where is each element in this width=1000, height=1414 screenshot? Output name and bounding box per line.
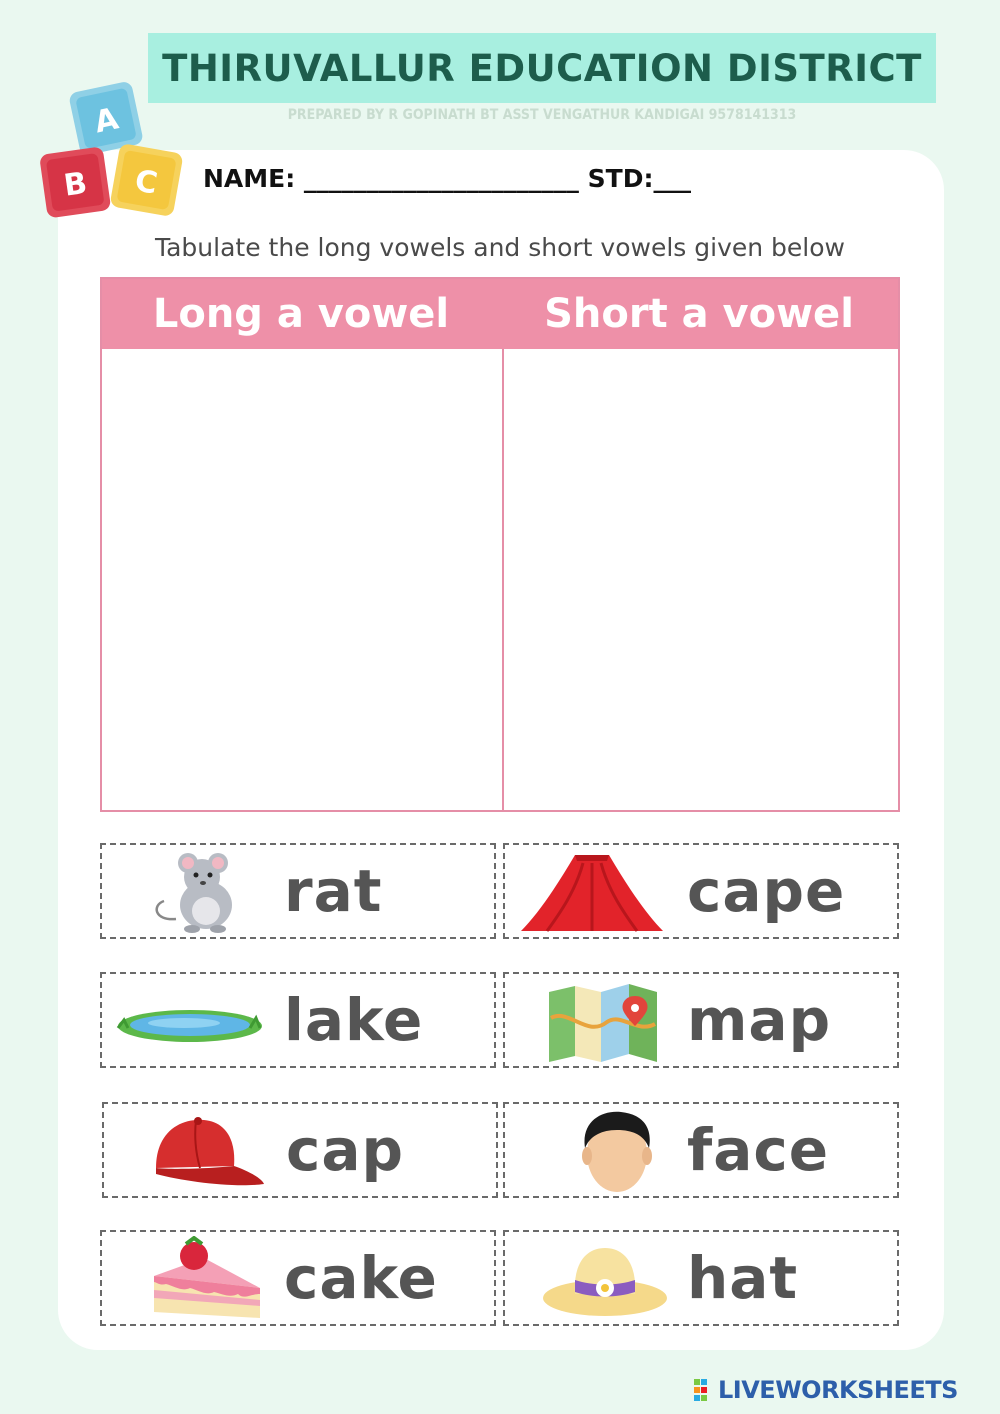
word-cake: cake bbox=[284, 1244, 438, 1312]
rat-icon bbox=[114, 849, 264, 935]
cap-icon bbox=[116, 1108, 266, 1194]
cape-icon bbox=[517, 849, 667, 935]
word-cape: cape bbox=[687, 857, 846, 925]
word-card-cake[interactable] bbox=[100, 1230, 496, 1326]
page-title: THIRUVALLUR EDUCATION DISTRICT bbox=[162, 46, 922, 90]
name-std-line bbox=[203, 164, 933, 193]
face-icon bbox=[517, 1108, 667, 1194]
word-card-cape[interactable] bbox=[503, 843, 899, 939]
lake-icon bbox=[114, 978, 264, 1064]
std-field[interactable]: STD:___ bbox=[587, 164, 691, 193]
header-short-a-vowel: Short a vowel bbox=[544, 291, 854, 337]
footer-brand bbox=[693, 1376, 993, 1404]
vowel-table bbox=[100, 277, 900, 812]
word-hat: hat bbox=[687, 1244, 799, 1312]
short-a-drop-zone[interactable] bbox=[504, 351, 898, 810]
liveworksheets-logo-icon bbox=[693, 1378, 715, 1402]
word-lake: lake bbox=[284, 986, 424, 1054]
word-card-hat[interactable] bbox=[503, 1230, 899, 1326]
map-icon bbox=[517, 978, 667, 1064]
header-long-a-vowel: Long a vowel bbox=[152, 291, 450, 337]
word-card-face[interactable] bbox=[503, 1102, 899, 1198]
long-a-drop-zone[interactable] bbox=[102, 351, 502, 810]
word-face: face bbox=[687, 1116, 830, 1184]
cake-icon bbox=[114, 1236, 264, 1322]
block-c: C bbox=[132, 163, 160, 202]
footer-brand-text: LIVEWORKSHEETS bbox=[718, 1376, 958, 1404]
word-map: map bbox=[687, 986, 832, 1054]
word-cap: cap bbox=[286, 1116, 405, 1184]
block-b: B bbox=[61, 165, 90, 204]
word-rat: rat bbox=[284, 857, 383, 925]
name-field[interactable]: NAME: ______________________ bbox=[203, 164, 579, 193]
word-card-cap[interactable] bbox=[102, 1102, 498, 1198]
hat-icon bbox=[517, 1236, 667, 1322]
table-header bbox=[102, 279, 898, 349]
word-card-map[interactable] bbox=[503, 972, 899, 1068]
credit-line: PREPARED BY R GOPINATH BT ASST VENGATHUR KANDIGAI 9578141313 bbox=[287, 107, 797, 123]
word-card-rat[interactable] bbox=[100, 843, 496, 939]
title-banner bbox=[148, 33, 936, 103]
instruction-text: Tabulate the long vowels and short vowels given below bbox=[154, 233, 845, 262]
block-a: A bbox=[91, 101, 122, 141]
word-card-lake[interactable] bbox=[100, 972, 496, 1068]
abc-blocks-icon bbox=[38, 78, 188, 218]
